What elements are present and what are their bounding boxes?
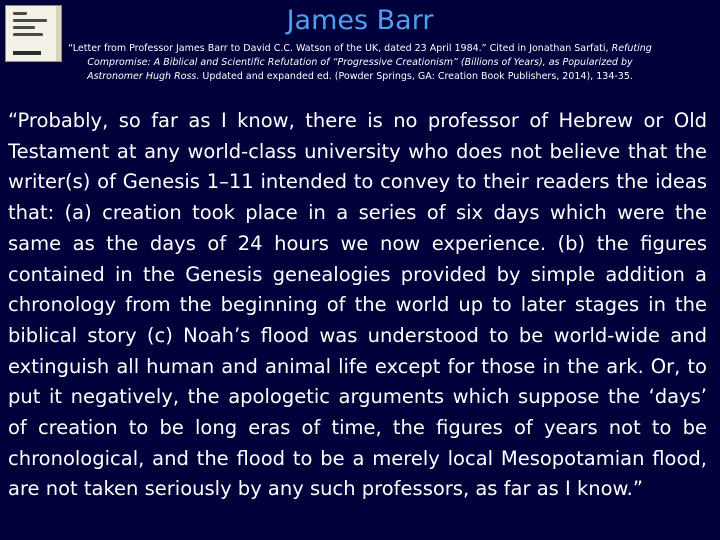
- citation-prefix: “Letter from Professor James Barr to David C.C. Watson of the UK, dated 23 April 1984.” Cited in Jonathan Sarfati,: [68, 43, 612, 54]
- cover-spine: [56, 6, 61, 61]
- barr-quote: “Probably, so far as I know, there is no professor of Hebrew or Old Testament at any world-class university who does not believe that the writer(s) of Genesis 1–11 intended to convey to their readers the ideas that: (a) creation took place in a series of six days which were the same as the days of 24 hours we now experience. (b) the figures contained in the Genesis genealogies provided by simple addition a chronology from the beginning of the world up to later stages in the biblical story (c) Noah’s flood was understood to be world-wide and extinguish all human and animal life except for those in the ark. Or, to put it negatively, the apologetic arguments which suppose the ‘days’ of creation to be long eras of time, the figures of years not to be chronological, and the flood to be a merely local Mesopotamian flood, are not taken seriously by any such professors, as far as I know.”: [8, 109, 707, 501]
- citation-suffix: Updated and expanded ed. (Powder Springs, GA: Creation Book Publishers, 2014), 134-35.: [199, 71, 633, 82]
- book-cover-image: [5, 5, 62, 62]
- cover-author-strip: [13, 51, 41, 55]
- slide-title: James Barr: [286, 5, 434, 36]
- cover-text-line: [13, 19, 47, 22]
- cover-text-line: [13, 33, 43, 36]
- citation-book-title: Refuting Compromise: A Biblical and Scientific Refutation of “Progressive Creationism” (Billions of Years), as Popularized by Astronomer Hugh Ross.: [87, 43, 652, 82]
- cover-text-line: [13, 12, 27, 15]
- citation: [66, 42, 654, 84]
- cover-text-line: [13, 26, 35, 29]
